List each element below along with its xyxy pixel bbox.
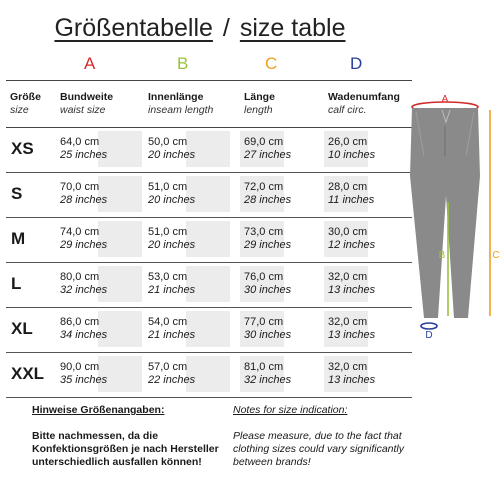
value-inches: 35 inches <box>60 374 108 386</box>
measurement-cell <box>148 136 195 162</box>
measurement-cell <box>244 136 291 162</box>
value-cm: 51,0 cm <box>148 226 188 238</box>
value-inches: 12 inches <box>328 239 376 251</box>
value-cm: 54,0 cm <box>148 316 188 328</box>
measurement-cell <box>328 361 375 387</box>
value-inches: 21 inches <box>148 329 196 341</box>
measurement-cell <box>244 181 291 207</box>
table-row <box>6 352 412 398</box>
value-inches: 10 inches <box>328 149 376 161</box>
measurement-cell <box>244 226 291 252</box>
figure-label-a: A <box>441 94 449 105</box>
column-letter-c: C <box>265 54 278 73</box>
value-inches: 13 inches <box>328 284 376 296</box>
value-cm: 70,0 cm <box>60 181 100 193</box>
notes-english-heading: Notes for size indication: <box>233 404 348 416</box>
value-inches: 20 inches <box>148 149 196 161</box>
value-inches: 29 inches <box>60 239 108 251</box>
title-english: size table <box>239 14 346 42</box>
measurement-cell <box>328 136 375 162</box>
column-letter-b: B <box>177 54 189 73</box>
value-cm: 69,0 cm <box>244 136 284 148</box>
table-row <box>6 127 412 173</box>
leggings-illustration <box>402 86 500 346</box>
measurement-cell <box>148 361 195 387</box>
header-calf: Wadenumfang calf circ. <box>328 91 400 116</box>
measurement-cell <box>60 226 107 252</box>
leggings-figure <box>402 86 500 346</box>
column-letter-a: A <box>84 54 96 73</box>
measurement-cell <box>328 316 375 342</box>
measurement-cell <box>328 181 374 207</box>
size-label: L <box>11 274 22 293</box>
size-label: XS <box>11 139 34 158</box>
measurement-cell <box>60 181 107 207</box>
value-cm: 86,0 cm <box>60 316 100 328</box>
value-cm: 81,0 cm <box>244 361 284 373</box>
measurement-cell <box>60 361 107 387</box>
figure-label-b: B <box>438 250 446 261</box>
size-label: M <box>11 229 26 248</box>
value-cm: 72,0 cm <box>244 181 284 193</box>
value-cm: 32,0 cm <box>328 361 368 373</box>
value-cm: 76,0 cm <box>244 271 284 283</box>
value-inches: 34 inches <box>60 329 108 341</box>
size-label: XL <box>11 319 33 338</box>
size-label: XXL <box>11 364 45 383</box>
page-title <box>0 14 400 43</box>
value-inches: 20 inches <box>148 194 196 206</box>
value-inches: 28 inches <box>244 194 292 206</box>
value-cm: 64,0 cm <box>60 136 100 148</box>
title-separator: / <box>222 14 230 42</box>
measurement-cell <box>148 271 195 297</box>
value-inches: 13 inches <box>328 329 376 341</box>
table-row <box>6 217 412 263</box>
value-inches: 32 inches <box>244 374 292 386</box>
value-cm: 80,0 cm <box>60 271 100 283</box>
measurement-cell <box>328 226 375 252</box>
table-header <box>6 80 412 128</box>
header-length: Länge length <box>244 91 275 116</box>
value-inches: 32 inches <box>60 284 108 296</box>
measurement-cell <box>328 271 375 297</box>
header-waist: Bundweite waist size <box>60 91 114 116</box>
value-inches: 30 inches <box>244 329 292 341</box>
value-cm: 50,0 cm <box>148 136 188 148</box>
value-inches: 20 inches <box>148 239 196 251</box>
table-row <box>6 307 412 353</box>
measurement-cell <box>148 181 195 207</box>
measurement-cell <box>60 136 107 162</box>
measurement-cell <box>244 361 291 387</box>
value-inches: 21 inches <box>148 284 196 296</box>
value-inches: 30 inches <box>244 284 292 296</box>
value-inches: 28 inches <box>60 194 108 206</box>
value-inches: 13 inches <box>328 374 376 386</box>
measurement-cell <box>148 316 195 342</box>
value-cm: 74,0 cm <box>60 226 100 238</box>
measurement-cell <box>60 316 107 342</box>
notes-german-heading: Hinweise Größenangaben: <box>32 404 165 416</box>
measurement-cell <box>244 316 291 342</box>
notes-german-text: Bitte nachmessen, da die Konfektionsgrößen je nach Hersteller unterschiedlich ausfallen können! <box>32 430 219 468</box>
column-letters <box>6 50 412 80</box>
value-cm: 77,0 cm <box>244 316 284 328</box>
measurement-cell <box>244 271 291 297</box>
value-inches: 11 inches <box>328 194 375 206</box>
header-inseam: Innenlänge inseam length <box>148 91 214 116</box>
calf-ellipse <box>421 323 437 329</box>
title-german: Größentabelle <box>54 14 213 42</box>
value-cm: 32,0 cm <box>328 316 368 328</box>
value-cm: 90,0 cm <box>60 361 100 373</box>
measurement-cell <box>60 271 107 297</box>
figure-label-d: D <box>425 330 433 341</box>
value-cm: 57,0 cm <box>148 361 188 373</box>
table-row <box>6 172 412 218</box>
notes-english-text: Please measure, due to the fact that clothing sizes could vary significantly between brands! <box>233 430 404 468</box>
value-inches: 29 inches <box>244 239 292 251</box>
value-cm: 32,0 cm <box>328 271 368 283</box>
value-inches: 27 inches <box>244 149 292 161</box>
figure-label-c: C <box>492 250 500 261</box>
value-cm: 26,0 cm <box>328 136 368 148</box>
size-label: S <box>11 184 23 203</box>
value-cm: 28,0 cm <box>328 181 368 193</box>
measurement-cell <box>148 226 195 252</box>
header-size: Größe size <box>10 91 41 116</box>
value-inches: 25 inches <box>60 149 108 161</box>
value-cm: 30,0 cm <box>328 226 368 238</box>
table-row <box>6 262 412 308</box>
column-letter-d: D <box>350 54 363 73</box>
value-cm: 51,0 cm <box>148 181 188 193</box>
value-cm: 53,0 cm <box>148 271 188 283</box>
value-cm: 73,0 cm <box>244 226 284 238</box>
value-inches: 22 inches <box>148 374 196 386</box>
